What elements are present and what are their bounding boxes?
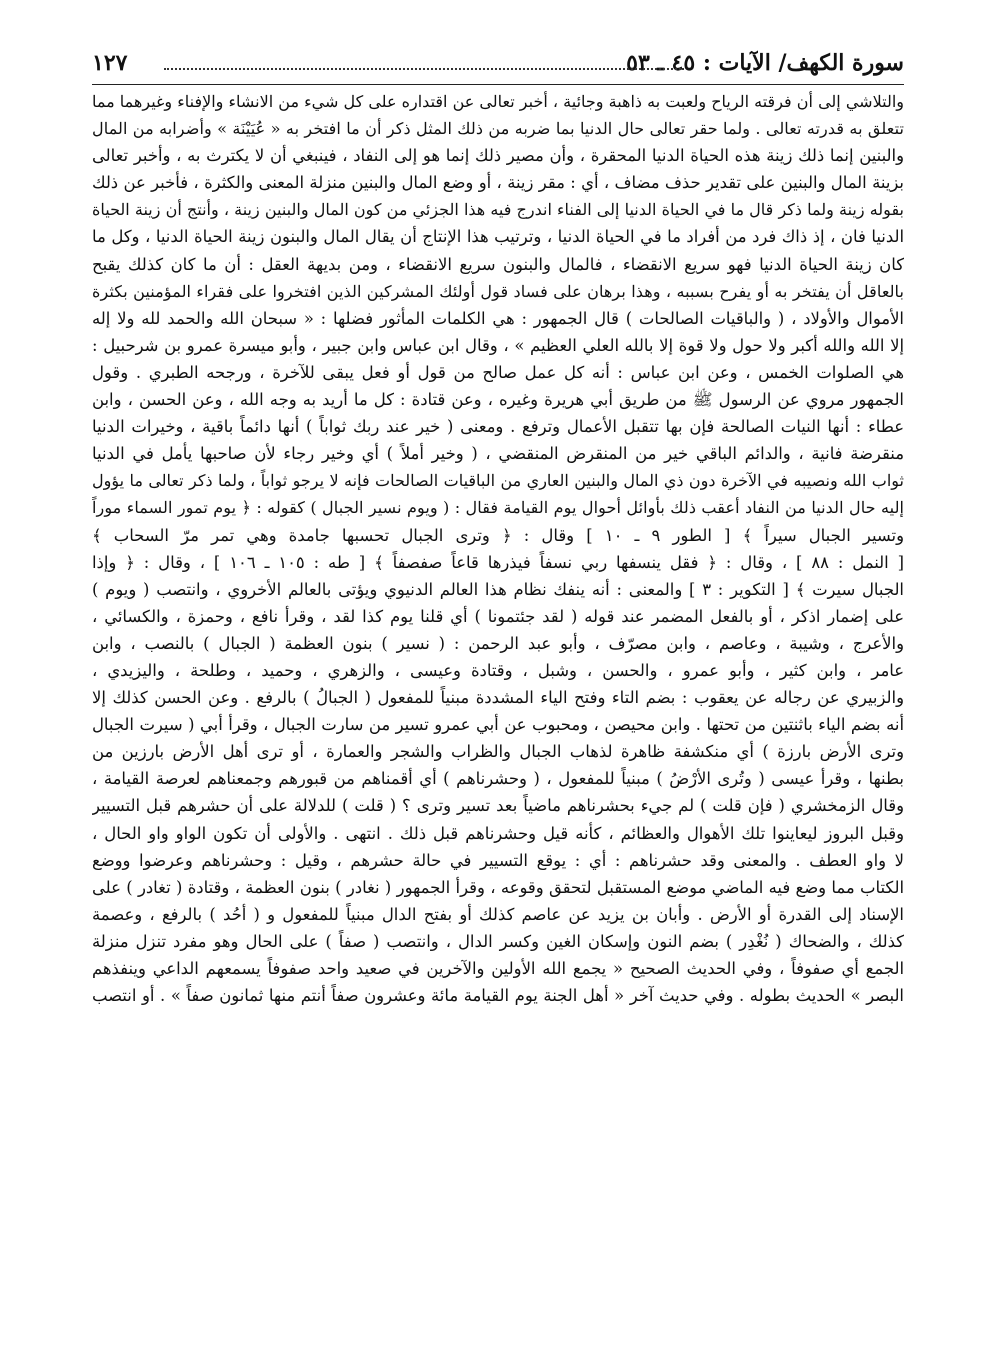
text-line: الجبال سيرت ﴾ [ التكوير : ٣ ] والمعنى : أنه ينفك نظام هذا العالم الدنيوي ويؤتى بالعالم الأخروي ، وانتصب ( ويوم ) [92, 579, 904, 599]
text-line: على إضمار اذكر ، أو بالفعل المضمر عند قوله ( لقد جئتمونا ) أي قلنا يوم كذا لقد ، وقرأ نافع ، وحمزة ، والكسائي ، [92, 606, 904, 626]
text-line: عامر ، وابن كثير ، وأبو عمرو ، والحسن ، وشبل ، وقتادة وعيسى ، والزهري ، وحميد ، وطلحة ، واليزيدي ، [92, 660, 904, 680]
surah-title: سورة الكهف/ الآيات : ٤٥ ـ ٥٣ [626, 50, 904, 76]
text-line: بالعاقل أن يفتخر به أو يفرح بسببه ، وهذا برهان على فساد قول أولئك المشركين الذين افتخروا على فقراء المؤمنين بكثرة [92, 281, 904, 301]
text-line: والأعرج ، وشيبة ، وعاصم ، وابن مصرّف ، وأبو عبد الرحمن : ( نسير ) بنون العظمة ( الجبال ) بالنصب ، وابن [92, 633, 904, 653]
text-line: الدنيا فان ، إذ ذاك فرد من أفراد ما في الحياة الدنيا ، وترتيب هذا الإنتاج أن يقال المال والبنون زينة الحياة الدنيا ، وكل ما [92, 227, 904, 247]
text-line: الإسناد إلى القدرة أو الأرض . وأبان بن يزيد عن عاصم كذلك أو بفتح الدال مبنياً للمفعول و ( أحُد ) بالرفع ، وعصمة [92, 904, 904, 924]
dotted-leader [164, 68, 684, 70]
text-line: الجمهور مروي عن الرسول ﷺ من طريق أبي هريرة وغيره ، وعن قتادة : كل ما أريد به وجه الله ، وعن الحسن ، وابن [92, 390, 904, 410]
text-line: [ النمل : ٨٨ ] ، وقال : ﴿ فقل ينسفها ربي نسفاً فيذرها قاعاً صفصفاً ﴾ [ طه : ١٠٥ ـ ١٠٦ ] ، وقال : ﴿ وإذا [92, 552, 904, 572]
text-line: إلا الله والله أكبر ولا حول ولا قوة إلا بالله العلي العظيم » ، وقال ابن عباس وابن جبير ، وأبو ميسرة عمرو بن شرحبيل : [92, 335, 904, 355]
text-line: منقرضة فانية ، والدائم الباقي خير من المنقرض المنقضي ، ( وخير أملاً ) أي وخير رجاء لأن صاحبها يأمل في الدنيا [92, 444, 904, 464]
text-line: أنه بضم الياء باثنتين من تحتها . وابن محيصن ، ومحبوب عن أبي عمرو تسير من سارت الجبال ، وقرأ أبي ( سيرت الجبال [92, 715, 904, 735]
text-line: الأموال والأولاد ، ( والباقيات الصالحات ) قال الجمهور : هي الكلمات المأثور فضلها : « سبحان الله والحمد لله ولا إله [92, 308, 904, 328]
text-line: إليه حال الدنيا من النفاد أعقب ذلك بأوائل أحوال يوم القيامة فقال : ( ويوم نسير الجبال ) كقوله : ﴿ يوم تمور السماء موراً [92, 498, 904, 518]
text-line: كذلك ، والضحاك ( نُغْدِر ) بضم النون وإسكان الغين وكسر الدال ، وانتصب ( صفاً ) على الحال وهو مفرد تنزل منزلة [92, 931, 904, 951]
text-line: لا واو العطف . والمعنى وقد حشرناهم : أي : يوقع التسيير في حالة حشرهم ، وقيل : وحشرناهم وعرضوا ووضع [92, 850, 904, 870]
text-line: ثواب الله ونصيبه في الآخرة دون ذي المال والبنين العاري من الباقيات الصالحات فإنه لا يرجو ثواباً ، ولما ذكر تعالى ما يؤول [92, 471, 904, 491]
page-number: ١٢٧ [92, 50, 128, 76]
text-line: تتعلق به قدرته تعالى . ولما حقر تعالى حال الدنيا بما ضربه من ذلك المثل ذكر أن ما افتخر به « عُيَيْنَة » وأضرابه من المال [92, 119, 904, 139]
text-line: هي الصلوات الخمس ، وعن ابن عباس : أنه كل عمل صالح من قول أو فعل يبقى للآخرة ، ورجحه الطبري . وقول [92, 362, 904, 382]
text-line: والتلاشي إلى أن فرقته الرياح ولعبت به ذاهبة وجائية ، أخبر تعالى عن اقتداره على كل شيء من الانشاء والإفناء وغيرهما مما [92, 92, 904, 111]
running-header [92, 44, 904, 85]
body-text [92, 88, 904, 1009]
text-line: الكتاب مما وضع فيه الماضي موضع المستقبل لتحقق وقوعه ، وقرأ الجمهور ( نغادر ) بنون العظمة ، وقتادة ( تغادر ) على [92, 877, 904, 897]
text-line: كان زينة الحياة الدنيا فهو سريع الانقضاء ، فالمال والبنون سريع الانقضاء ، ومن بديهة العقل : أن ما كان كذلك يقبح [92, 254, 904, 274]
text-line: عطاء : أنها النيات الصالحة فإن بها تتقبل الأعمال وترفع . ومعنى ( خير عند ربك ثواباً ) أنها دائماً باقية ، وخيرات الدنيا [92, 417, 904, 437]
text-line: البصر » الحديث بطوله . وفي حديث آخر « أهل الجنة يوم القيامة مائة وعشرون صفاً أنتم منها ثمانون صفاً » . أو انتصب [92, 986, 904, 1006]
text-line: والزبيري عن رجاله عن يعقوب : بضم التاء وفتح الياء المشددة مبنياً للمفعول ( الجبالُ ) بالرفع . وعن الحسن كذلك إلا [92, 688, 904, 708]
text-line: بطنها ، وقرأ عيسى ( وتُرى الأرْضُ ) مبنياً للمفعول ، ( وحشرناهم ) أي أقمناهم من قبورهم وجمعناهم لعرصة القيامة ، [92, 769, 904, 789]
text-line: والبنين إنما ذلك زينة هذه الحياة الدنيا المحقرة ، وأن مصير ذلك إنما هو إلى النفاد ، فينبغي أن لا يكترث به ، وأخبر تعالى [92, 146, 904, 166]
text-line: بزينة المال والبنين على تقدير حذف مضاف ، أي : مقر زينة ، أو وضع المال والبنين منزلة المعنى والكثرة ، فأخبر عن ذلك [92, 173, 904, 193]
text-line: وقال الزمخشري ( فإن قلت ) لم جيء بحشرناهم ماضياً بعد تسير وترى ؟ ( قلت ) للدلالة على أن حشرهم قبل التسيير [92, 796, 904, 816]
text-line: الجمع أي صفوفاً ، وفي الحديث الصحيح « يجمع الله الأولين والآخرين في صعيد واحد صفوفاً يسمعهم الداعي وينفذهم [92, 959, 904, 978]
text-line: بقوله زينة ولما ذكر قال ما في الحياة الدنيا إلى الفناء اندرج فيه هذا الجزئي من كون المال والبنين زينة ، وأنتج أن زينة الحياة [92, 200, 904, 220]
text-line: وقبل البروز ليعاينوا تلك الأهوال والعظائم ، كأنه قيل وحشرناهم قبل ذلك . انتهى . والأولى أن تكون الواو واو الحال ، [92, 823, 904, 843]
text-line: وترى الأرض بارزة ) أي منكشفة ظاهرة لذهاب الجبال والظراب والشجر والعمارة ، أو ترى أهل الأرض بارزين من [92, 742, 904, 762]
text-line: وتسير الجبال سيراً ﴾ [ الطور ٩ ـ ١٠ ] وقال : ﴿ وترى الجبال تحسبها جامدة وهي تمر مرّ السحاب ﴾ [92, 525, 904, 545]
